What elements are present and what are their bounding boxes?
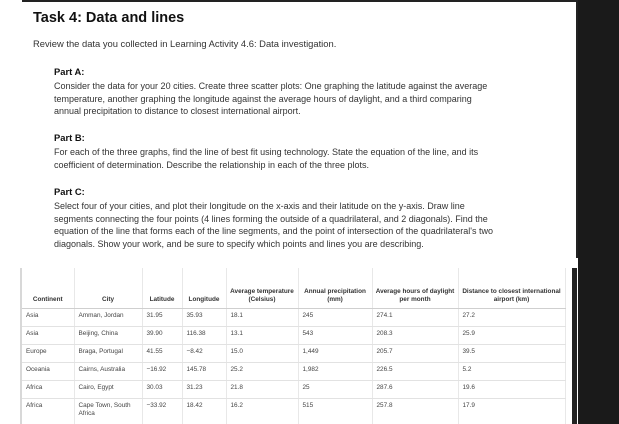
table-right-edge — [572, 268, 577, 424]
table-row — [22, 398, 565, 424]
cell-temperature: 16.2 — [226, 398, 298, 424]
header-continent: Continent — [22, 268, 74, 308]
table-row — [22, 344, 565, 362]
table-row — [22, 308, 565, 326]
header-airport-distance: Distance to closest international airport (km) — [458, 268, 565, 308]
task-intro: Review the data you collected in Learning Activity 4.6: Data investigation. — [33, 38, 337, 49]
cell-precipitation: 1,449 — [298, 344, 372, 362]
table-row — [22, 362, 565, 380]
table-row — [22, 380, 565, 398]
part-c-line: Select four of your cities, and plot their longitude on the x-axis and their latitude on the y-axis. Draw line — [54, 200, 465, 211]
cell-daylight: 274.1 — [372, 308, 458, 326]
right-dark-margin — [578, 0, 619, 424]
header-city: City — [74, 268, 142, 308]
cell-daylight: 287.6 — [372, 380, 458, 398]
header-latitude: Latitude — [142, 268, 182, 308]
part-a-title: Part A: — [54, 66, 85, 77]
part-a-line: Consider the data for your 20 cities. Create three scatter plots: One graphing the latitude against the average — [54, 80, 488, 91]
cell-city: Cairns, Australia — [74, 362, 142, 380]
header-daylight-hours: Average hours of daylight per month — [372, 268, 458, 308]
cell-airport-distance: 17.9 — [458, 398, 565, 424]
cell-longitude: 31.23 — [182, 380, 226, 398]
part-c — [54, 186, 554, 251]
cell-continent: Europe — [22, 344, 74, 362]
cell-daylight: 205.7 — [372, 344, 458, 362]
part-b-title: Part B: — [54, 132, 85, 143]
cell-city: Beijing, China — [74, 326, 142, 344]
cell-daylight: 226.5 — [372, 362, 458, 380]
cell-airport-distance: 5.2 — [458, 362, 565, 380]
cell-latitude: 31.95 — [142, 308, 182, 326]
cell-longitude: 145.78 — [182, 362, 226, 380]
cell-airport-distance: 25.9 — [458, 326, 565, 344]
city-data-table — [22, 268, 565, 424]
cell-city: Braga, Portugal — [74, 344, 142, 362]
task-title: Task 4: Data and lines — [33, 10, 185, 26]
part-c-title: Part C: — [54, 186, 85, 197]
cell-daylight: 257.8 — [372, 398, 458, 424]
cell-airport-distance: 19.6 — [458, 380, 565, 398]
cell-latitude: 41.55 — [142, 344, 182, 362]
cell-longitude: −8.42 — [182, 344, 226, 362]
document-frame-top — [22, 0, 578, 2]
part-a-line: temperature, another graphing the longitude against the average hours of daylight, and a third comparing — [54, 93, 472, 104]
cell-city: Cape Town, South Africa — [74, 398, 142, 424]
cell-latitude: −33.92 — [142, 398, 182, 424]
cell-continent: Africa — [22, 398, 74, 424]
cell-continent: Oceania — [22, 362, 74, 380]
cell-temperature: 25.2 — [226, 362, 298, 380]
cell-airport-distance: 39.5 — [458, 344, 565, 362]
cell-temperature: 21.8 — [226, 380, 298, 398]
cell-longitude: 35.93 — [182, 308, 226, 326]
cell-city: Cairo, Egypt — [74, 380, 142, 398]
cell-continent: Africa — [22, 380, 74, 398]
cell-latitude: −16.92 — [142, 362, 182, 380]
cell-daylight: 208.3 — [372, 326, 458, 344]
part-b-line: coefficient of determination. Describe the relationship in each of the three plots. — [54, 159, 370, 170]
cell-latitude: 39.90 — [142, 326, 182, 344]
cell-precipitation: 1,982 — [298, 362, 372, 380]
header-longitude: Longitude — [182, 268, 226, 308]
cell-precipitation: 245 — [298, 308, 372, 326]
part-a — [54, 66, 554, 118]
cell-precipitation: 543 — [298, 326, 372, 344]
part-b — [54, 132, 554, 171]
table-header-row — [22, 268, 565, 308]
cell-longitude: 18.42 — [182, 398, 226, 424]
part-c-line: diagonals. Show your work, and be sure to specify which points and lines you are describing. — [54, 239, 424, 250]
cell-temperature: 15.0 — [226, 344, 298, 362]
cell-precipitation: 25 — [298, 380, 372, 398]
cell-temperature: 18.1 — [226, 308, 298, 326]
cell-city: Amman, Jordan — [74, 308, 142, 326]
cell-precipitation: 515 — [298, 398, 372, 424]
part-c-line: segments connecting the four points (4 lines forming the outside of a quadrilateral, and 2 diagonals). Find the — [54, 213, 488, 224]
part-c-line: equation of the line that forms each of the line segments, and the point of intersection of the quadrilateral's two — [54, 226, 493, 237]
part-a-line: annual precipitation to distance to closest international airport. — [54, 106, 301, 117]
cell-latitude: 30.03 — [142, 380, 182, 398]
header-avg-temperature: Average temperature (Celsius) — [226, 268, 298, 308]
header-annual-precipitation: Annual precipitation (mm) — [298, 268, 372, 308]
cell-temperature: 13.1 — [226, 326, 298, 344]
table-row — [22, 326, 565, 344]
cell-continent: Asia — [22, 308, 74, 326]
cell-airport-distance: 27.2 — [458, 308, 565, 326]
part-b-line: For each of the three graphs, find the line of best fit using technology. State the equation of the line, and its — [54, 146, 479, 157]
cell-continent: Asia — [22, 326, 74, 344]
cell-longitude: 116.38 — [182, 326, 226, 344]
